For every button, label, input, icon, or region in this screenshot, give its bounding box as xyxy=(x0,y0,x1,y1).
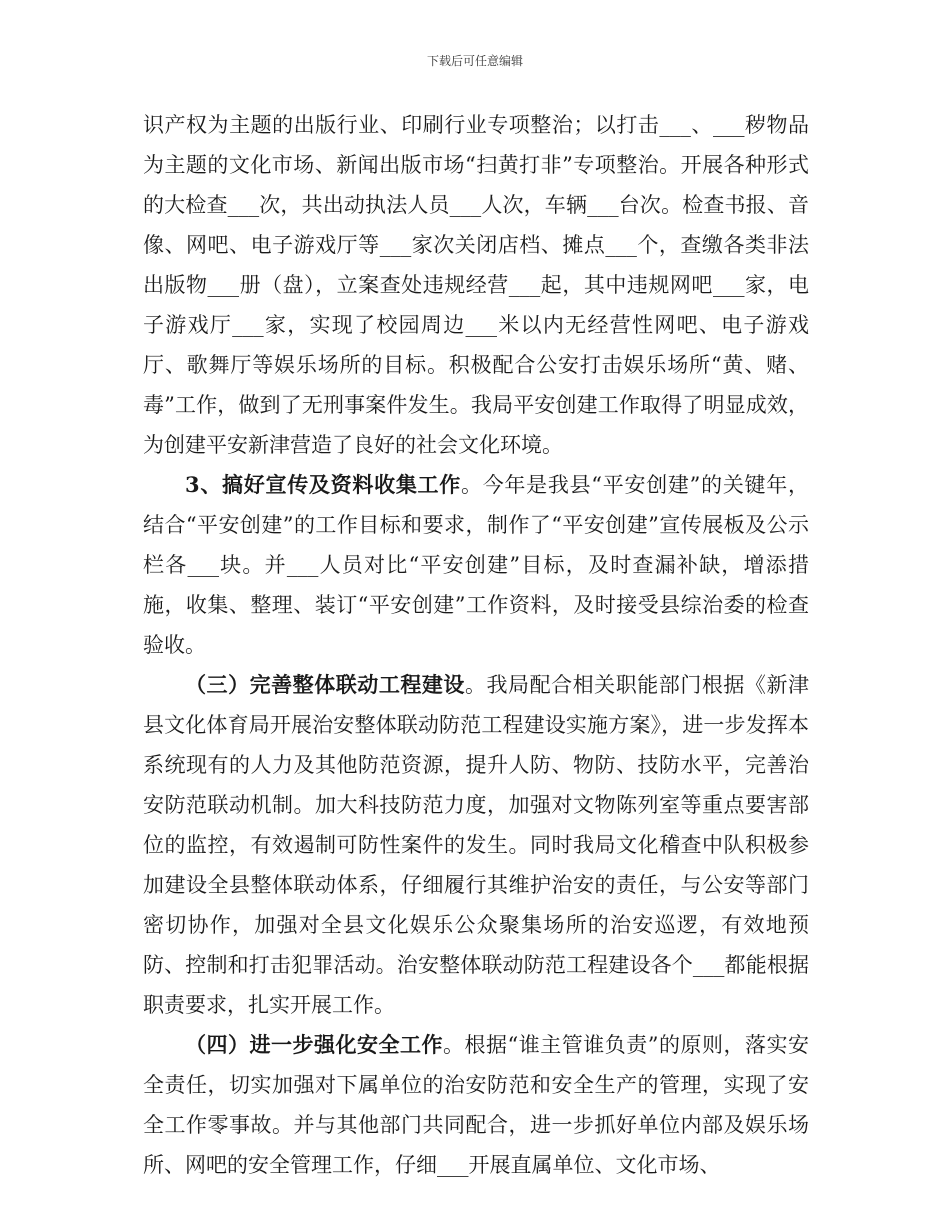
page-header: 下载后可任意编辑 xyxy=(426,54,523,68)
paragraph-safety xyxy=(143,1025,809,1185)
paragraph-text: 。今年是我县“平安创建”的关键年，结合“平安创建”的工作目标和要求，制作了“平安创建”宣传展板及公示栏各___块。并___人员对比“平安创建”目标，及时查漏补缺，增添措施，收集、整理、装订“平安创建”工作资料，及时接受县综治委的检查验收。 xyxy=(143,473,809,657)
paragraph-lead: （三）完善整体联动工程建设 xyxy=(185,672,465,697)
paragraph-lead: （四）进一步强化安全工作 xyxy=(185,1032,444,1057)
paragraph-text: 。根据“谁主管谁负责”的原则，落实安全责任，切实加强对下属单位的治安防范和安全生产的管理，实现了安全工作零事故。并与其他部门共同配合，进一步抓好单位内部及娱乐场所、网吧的安全管理工作，仔细___开展直属单位、文化市场、 xyxy=(143,1033,809,1177)
paragraph-text: 。我局配合相关职能部门根据《新津县文化体育局开展治安整体联动防范工程建设实施方案》，进一步发挥本系统现有的人力及其他防范资源，提升人防、物防、技防水平，完善治安防范联动机制。加大科技防范力度，加强对文物陈列室等重点要害部位的监控，有效遏制可防性案件的发生。同时我局文化稽查中队积极参加建设全县整体联动体系，仔细履行其维护治安的责任，与公安等部门密切协作，加强对全县文化娱乐公众聚集场所的治安巡逻，有效地预防、控制和打击犯罪活动。治安整体联动防范工程建设各个___都能根据职责要求，扎实开展工作。 xyxy=(143,673,810,1017)
paragraph-publicity xyxy=(143,465,809,665)
paragraph-text: 识产权为主题的出版行业、印刷行业专项整治；以打击___、___秽物品为主题的文化市场、新闻出版市场“扫黄打非”专项整治。开展各种形式的大检查___次，共出动执法人员___人次，车辆___台次。检查书报、音像、网吧、电子游戏厅等___家次关闭店档、摊点___个，查缴各类非法出版物___册（盘），立案查处违规经营___起，其中违规网吧___家，电子游戏厅___家，实现了校园周边___米以内无经营性网吧、电子游戏厅、歌舞厅等娱乐场所的目标。积极配合公安打击娱乐场所“黄、赌、毒”工作，做到了无刑事案件发生。我局平安创建工作取得了明显成效，为创建平安新津营造了良好的社会文化环境。 xyxy=(143,113,809,457)
document-body xyxy=(143,105,809,1185)
paragraph-continuation xyxy=(143,105,809,465)
paragraph-lead: 3、搞好宣传及资料收集工作 xyxy=(185,472,461,497)
paragraph-linkage xyxy=(143,665,809,1025)
